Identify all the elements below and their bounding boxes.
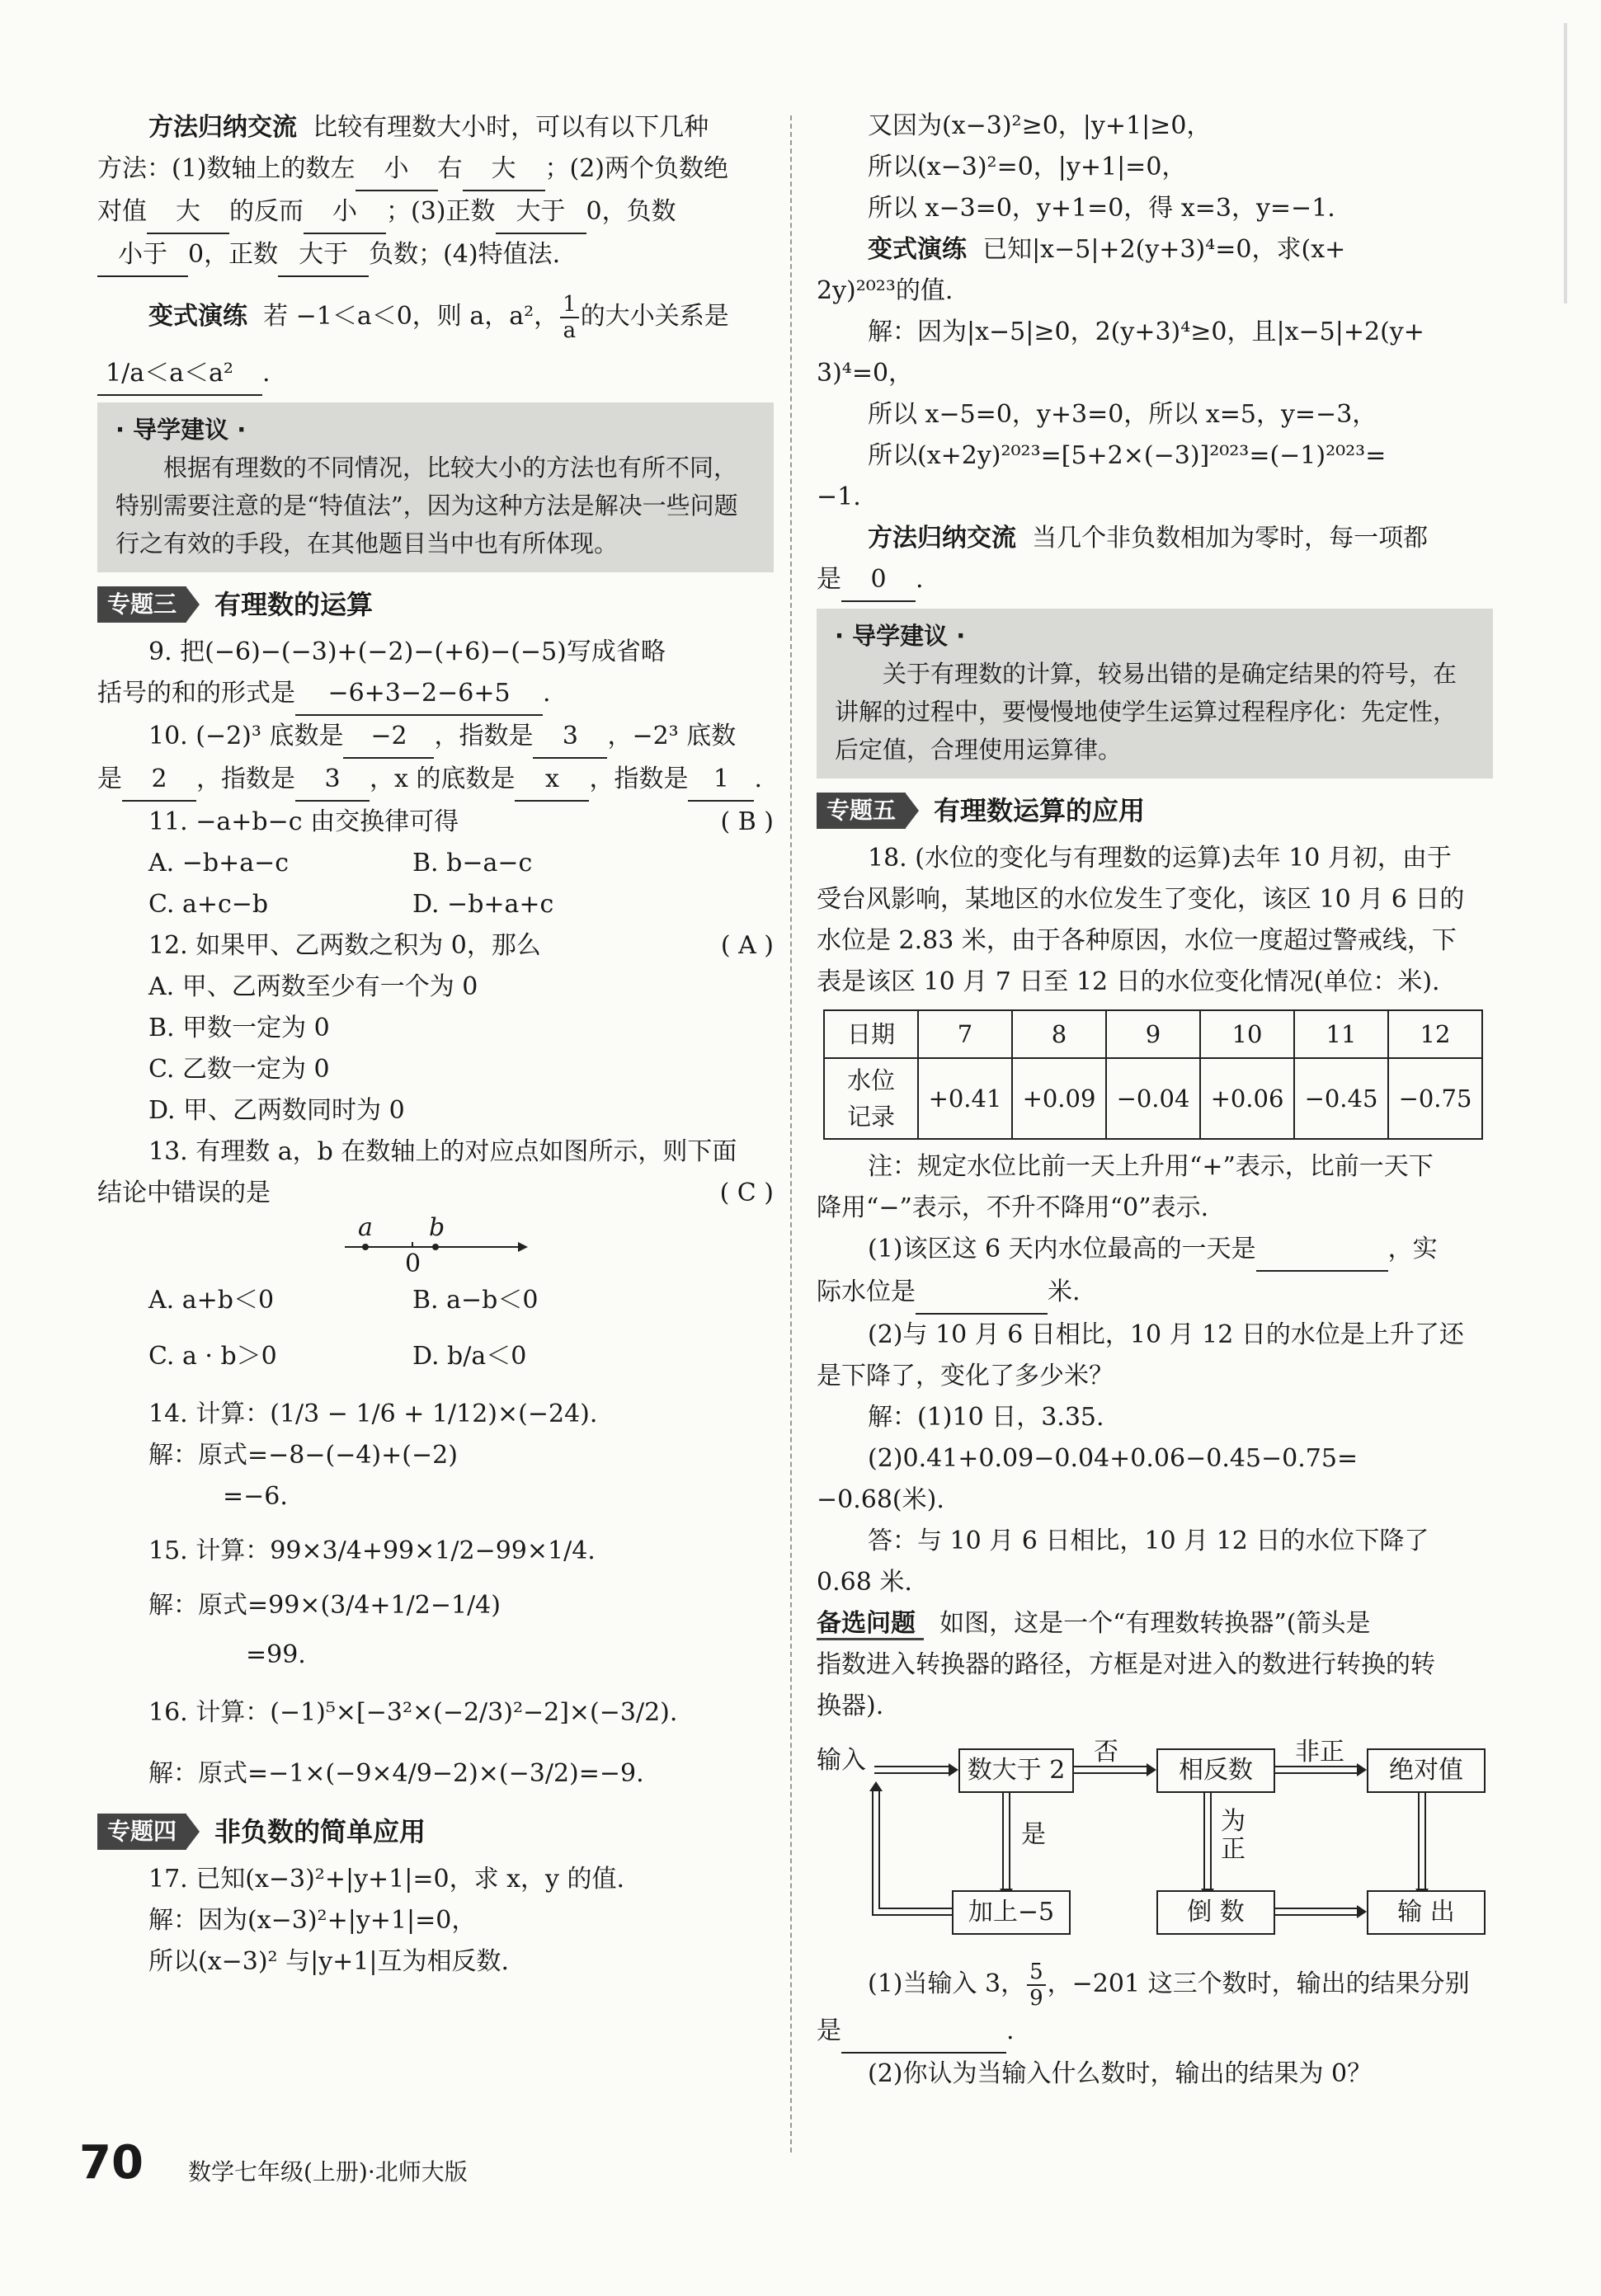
option-d: D. b/a＜0 [412, 1342, 527, 1371]
number-line [97, 1214, 774, 1280]
text: 是 [817, 565, 841, 594]
q17-question: 17. 已知(x−3)²+|y+1|=0，求 x，y 的值. [148, 1865, 625, 1894]
backup-q1-line-1 [817, 1960, 1493, 2011]
option-b: B. b−a−c [412, 849, 533, 877]
answer-blank: −2 [343, 716, 434, 759]
answer-blank: 小 [304, 191, 386, 234]
variant2-solution-2: 3)⁴=0， [817, 359, 914, 388]
text: 是 [97, 765, 122, 793]
text: (1)当输入 3， [868, 1969, 1026, 1998]
table-cell: −0.04 [1106, 1058, 1200, 1139]
q18-sub2-line-2: 是下降了，变化了多少米？ [817, 1362, 1114, 1390]
answer-blank [1256, 1229, 1388, 1272]
method2-line-2 [817, 559, 1493, 602]
variant2-solution-1: 解：因为|x−5|≥0，2(y+3)⁴≥0，且|x−5|+2(y+ [868, 318, 1424, 346]
q18-sub1-line-1 [817, 1229, 1493, 1272]
q10-line-1 [97, 716, 774, 759]
text: ，指数是 [196, 765, 295, 793]
text: 是 [817, 2016, 841, 2045]
q18-line-2: 受台风影响，某地区的水位发生了变化，该区 10 月 6 日的 [817, 885, 1465, 914]
flow-box-greater-than-2: 数大于 2 [958, 1748, 1074, 1793]
text: 际水位是 [817, 1277, 916, 1306]
topic5-header [817, 790, 1493, 831]
text: 方法：(1)数轴上的数左 [97, 154, 356, 183]
flow-label-non-positive: 非正 [1295, 1738, 1344, 1767]
q14-question: 14. 计算：(1/3 − 1/6 + 1/12)×(−24). [148, 1400, 598, 1428]
q15-solution-1: 解：原式=99×(3/4+1/2−1/4) [148, 1591, 501, 1620]
q11-line [97, 802, 774, 843]
backup-q2: (2)你认为当输入什么数时，输出的结果为 0？ [868, 2059, 1373, 2088]
text: 0，正数 [188, 240, 279, 269]
q17-solution-3: 又因为(x−3)²≥0，|y+1|≥0， [868, 111, 1212, 140]
answer-blank [841, 2011, 1006, 2054]
table-cell: +0.41 [918, 1058, 1012, 1139]
text: 对值 [97, 197, 147, 226]
text: 括号的和的形式是 [97, 679, 295, 708]
variant-title: 变式演练 [868, 235, 967, 264]
column-divider [790, 115, 792, 2152]
backup-q1-line-2 [817, 2011, 1493, 2054]
q17-solution-4: 所以(x−3)²=0，|y+1|=0， [868, 153, 1187, 181]
answer-blank: 0 [841, 559, 916, 602]
table-cell: 7 [918, 1010, 1012, 1058]
flow-box-add-minus-5: 加上−5 [952, 1890, 1071, 1935]
flow-label-no: 否 [1094, 1738, 1118, 1767]
variant1-answer: 1/a＜a＜a² . [97, 353, 774, 396]
numerator: 1 [560, 292, 579, 318]
guide-box-2 [817, 609, 1493, 779]
flow-label-positive: 正 [1221, 1835, 1245, 1864]
q11-options-2 [97, 884, 774, 925]
label-b: b [429, 1213, 445, 1242]
book-title: 数学七年级(上册)·北师大版 [188, 2158, 468, 2185]
guide-box-1 [97, 402, 774, 572]
denominator: a [563, 318, 577, 343]
flow-box-reciprocal: 倒 数 [1156, 1890, 1275, 1935]
text: 的反而 [229, 197, 304, 226]
q17-solution-2: 所以(x−3)² 与|y+1|互为相反数. [148, 1947, 510, 1976]
table-cell: 9 [1106, 1010, 1200, 1058]
flow-label-positive: 为 [1221, 1807, 1245, 1836]
q18-note-1: 注：规定水位比前一天上升用“+”表示，比前一天下 [868, 1152, 1434, 1181]
variant2-line-2: 2y)²⁰²³的值. [817, 276, 954, 305]
topic-arrow-icon [186, 587, 200, 622]
text: ，−201 这三个数时，输出的结果分别 [1047, 1969, 1470, 1998]
text: 右 [437, 154, 463, 183]
text: ，指数是 [589, 765, 689, 793]
answer-blank: 1/a＜a＜a² [97, 353, 262, 396]
answer-blank: 大于 [496, 191, 586, 234]
q10-line-2 [97, 759, 774, 802]
answer: ( A ) [720, 931, 774, 960]
label-a: a [358, 1213, 373, 1242]
option-b: B. 甲数一定为 0 [148, 1014, 330, 1042]
q17-solution-1: 解：因为(x−3)²+|y+1|=0， [148, 1906, 477, 1935]
guide-text: 关于有理数的计算，较易出错的是确定结果的符号，在讲解的过程中，要慢慢地使学生运算过程程序化：先定性，后定值，合理使用运算律。 [835, 660, 1457, 764]
q15-solution-2: =99. [246, 1640, 306, 1669]
text: 0，负数 [586, 197, 676, 226]
q11-options-1 [97, 843, 774, 884]
table-cell: −0.45 [1294, 1058, 1388, 1139]
backup-line-3: 换器). [817, 1691, 884, 1720]
text: 已知|x−5|+2(y+3)⁴=0，求(x+ [982, 235, 1346, 264]
answer-blank: 3 [533, 716, 607, 759]
text: (1)该区这 6 天内水位最高的一天是 [868, 1235, 1256, 1263]
option-d: D. 甲、乙两数同时为 0 [148, 1096, 405, 1125]
answer-blank: 大于 [278, 234, 369, 277]
fraction [560, 292, 579, 343]
topic3-header [97, 584, 774, 625]
answer-blank: 小于 [97, 234, 188, 277]
table-cell: +0.09 [1012, 1058, 1106, 1139]
q16-question: 16. 计算：(−1)⁵×[−3²×(−2/3)²−2]×(−3/2). [148, 1698, 678, 1727]
q13-options-2 [97, 1336, 774, 1377]
backup-line-2: 指数进入转换器的路径，方框是对进入的数进行转换的转 [817, 1650, 1435, 1679]
q9-line-1: 9. 把(−6)−(−3)+(−2)−(+6)−(−5)写成省略 [148, 638, 666, 666]
table-header-level [824, 1058, 918, 1139]
answer-blank: 3 [295, 759, 370, 802]
question-text: 12. 如果甲、乙两数之积为 0，那么 [148, 931, 541, 960]
text: 10. (−2)³ 底数是 [148, 722, 344, 750]
flow-input-label: 输入 [817, 1746, 866, 1775]
page-number: 70 [79, 2136, 144, 2190]
flow-box-output: 输 出 [1367, 1890, 1486, 1935]
answer-blank: 大 [147, 191, 229, 234]
variant2-solution-4: 所以(x+2y)²⁰²³=[5+2×(−3)]²⁰²³=(−1)²⁰²³= [868, 441, 1387, 470]
axis-arrow-icon [518, 1242, 528, 1252]
q14-solution-1: 解：原式=−8−(−4)+(−2) [148, 1441, 458, 1470]
right-column [817, 106, 1493, 2095]
topic-title: 有理数运算的应用 [934, 795, 1146, 826]
text: ，−2³ 底数 [607, 722, 737, 750]
guide-title: · 导学建议 · [115, 416, 247, 444]
topic-tag: 专题五 [817, 793, 906, 829]
method-line-1 [97, 107, 774, 148]
q13-options-1 [97, 1280, 774, 1321]
backup-title: 备选问题 [817, 1609, 924, 1640]
q18-solution-3: −0.68(米). [817, 1485, 944, 1514]
q9-line-2 [97, 673, 774, 716]
variant2-solution-3: 所以 x−5=0，y+3=0，所以 x=5，y=−3， [868, 400, 1377, 429]
denominator: 9 [1029, 1986, 1043, 2011]
q17-solution-5: 所以 x−3=0，y+1=0，得 x=3，y=−1. [868, 194, 1335, 223]
text: . [543, 679, 551, 708]
q18-line-3: 水位是 2.83 米，由于各种原因，水位一度超过警戒线，下 [817, 926, 1457, 955]
topic-tag: 专题三 [97, 586, 186, 623]
option-c: C. a · b＞0 [148, 1342, 277, 1371]
question-text: 11. −a+b−c 由交换律可得 [148, 807, 459, 836]
method-line-4 [97, 234, 774, 277]
topic4-header [97, 1811, 774, 1852]
option-a: A. 甲、乙两数至少有一个为 0 [148, 972, 478, 1001]
flow-label-yes: 是 [1021, 1820, 1046, 1849]
table-cell: 12 [1388, 1010, 1482, 1058]
left-column [97, 107, 774, 1983]
table-cell: −0.75 [1388, 1058, 1482, 1139]
q18-solution-4: 答：与 10 月 6 日相比，10 月 12 日的水位下降了 [868, 1527, 1429, 1555]
topic-title: 非负数的简单应用 [214, 1816, 426, 1847]
text: 记录 [846, 1103, 895, 1131]
flow-box-opposite: 相反数 [1156, 1748, 1275, 1793]
answer: ( C ) [719, 1179, 774, 1207]
text: . [1006, 2016, 1015, 2045]
answer-blank: 1 [688, 759, 754, 802]
text: 水位 [846, 1066, 895, 1094]
variant2-line-1 [817, 229, 1493, 271]
answer: ( B ) [720, 807, 774, 836]
answer-blank: 大 [463, 148, 545, 191]
q12-line [97, 925, 774, 967]
text: 如图，这是一个“有理数转换器”(箭头是 [939, 1609, 1371, 1638]
answer-blank: x [515, 759, 589, 802]
text: 米. [1048, 1277, 1081, 1306]
method-title: 方法归纳交流 [148, 113, 297, 142]
method-line-3 [97, 191, 774, 234]
topic-arrow-icon [186, 1814, 200, 1849]
topic-title: 有理数的运算 [214, 589, 374, 620]
text: ；(2)两个负数绝 [544, 154, 728, 183]
variant2-solution-5: −1. [817, 482, 861, 511]
method-text: 比较有理数大小时，可以有以下几种 [313, 113, 709, 142]
text: ；(3)正数 [386, 197, 496, 226]
table-cell: 11 [1294, 1010, 1388, 1058]
answer-blank: 2 [122, 759, 196, 802]
option-d: D. −b+a+c [412, 890, 554, 919]
converter-flowchart [817, 1732, 1493, 1955]
method2-line-1 [817, 518, 1493, 559]
table-cell: 8 [1012, 1010, 1106, 1058]
table-header-date: 日期 [824, 1010, 918, 1058]
q16-solution: 解：原式=−1×(−9×4/9−2)×(−3/2)=−9. [148, 1759, 644, 1788]
text: 负数；(4)特值法. [369, 240, 561, 269]
guide-text: 根据有理数的不同情况，比较大小的方法也有所不同，特别需要注意的是“特值法”，因为这种方法是解决一些问题行之有效的手段，在其他题目当中也有所体现。 [115, 454, 738, 558]
table-cell: +0.06 [1200, 1058, 1294, 1139]
topic-arrow-icon [906, 793, 919, 828]
text: ，实 [1387, 1235, 1438, 1263]
q18-sub1-line-2 [817, 1272, 1493, 1315]
option-c: C. a+c−b [148, 890, 269, 919]
q15-question: 15. 计算：99×3/4+99×1/2−99×1/4. [148, 1536, 596, 1565]
method-line-2 [97, 148, 774, 191]
q18-solution-1: 解：(1)10 日，3.35. [868, 1403, 1104, 1432]
guide-title: · 导学建议 · [835, 622, 966, 650]
water-level-table [823, 1009, 1483, 1140]
text: ，x 的底数是 [370, 765, 516, 793]
fraction [1027, 1960, 1046, 2011]
variant-title: 变式演练 [148, 302, 247, 331]
q13-line-1: 13. 有理数 a，b 在数轴上的对应点如图所示，则下面 [148, 1137, 737, 1166]
text: 当几个非负数相加为零时，每一项都 [1032, 524, 1429, 553]
answer-blank: −6+3−2−6+5 [295, 673, 543, 716]
q18-solution-5: 0.68 米. [817, 1568, 912, 1597]
method-title: 方法归纳交流 [868, 524, 1016, 553]
topic-tag: 专题四 [97, 1814, 186, 1850]
text: 若 −1＜a＜0，则 a，a²， [263, 302, 559, 331]
q18-note-2: 降用“−”表示，不升不降用“0”表示. [817, 1193, 1209, 1222]
option-b: B. a−b＜0 [412, 1286, 539, 1315]
answer-blank [916, 1272, 1048, 1315]
q18-solution-2: (2)0.41+0.09−0.04+0.06−0.45−0.75= [868, 1444, 1358, 1473]
option-a: A. −b+a−c [148, 849, 290, 877]
answer-blank: 小 [356, 148, 438, 191]
option-a: A. a+b＜0 [148, 1286, 275, 1315]
text: ，指数是 [434, 722, 534, 750]
option-c: C. 乙数一定为 0 [148, 1055, 330, 1084]
q14-solution-2: =−6. [223, 1482, 288, 1511]
page-edge-decoration [1564, 23, 1567, 303]
text: . [754, 765, 763, 793]
table-row [824, 1058, 1482, 1139]
backup-line-1 [817, 1603, 1493, 1644]
q18-line-4: 表是该区 10 月 7 日至 12 日的水位变化情况(单位：米). [817, 967, 1440, 996]
q18-line-1: 18. (水位的变化与有理数的运算)去年 10 月初，由于 [868, 844, 1452, 873]
text: . [916, 565, 924, 594]
question-text: 结论中错误的是 [97, 1179, 271, 1207]
flow-box-absolute: 绝对值 [1367, 1748, 1486, 1793]
text: 的大小关系是 [580, 302, 729, 331]
table-cell: 10 [1200, 1010, 1294, 1058]
q18-sub2-line-1: (2)与 10 月 6 日相比，10 月 12 日的水位是上升了还 [868, 1320, 1464, 1349]
variant1-line [97, 292, 774, 343]
label-zero: 0 [405, 1249, 421, 1278]
table-row [824, 1010, 1482, 1058]
numerator: 5 [1027, 1960, 1046, 1986]
